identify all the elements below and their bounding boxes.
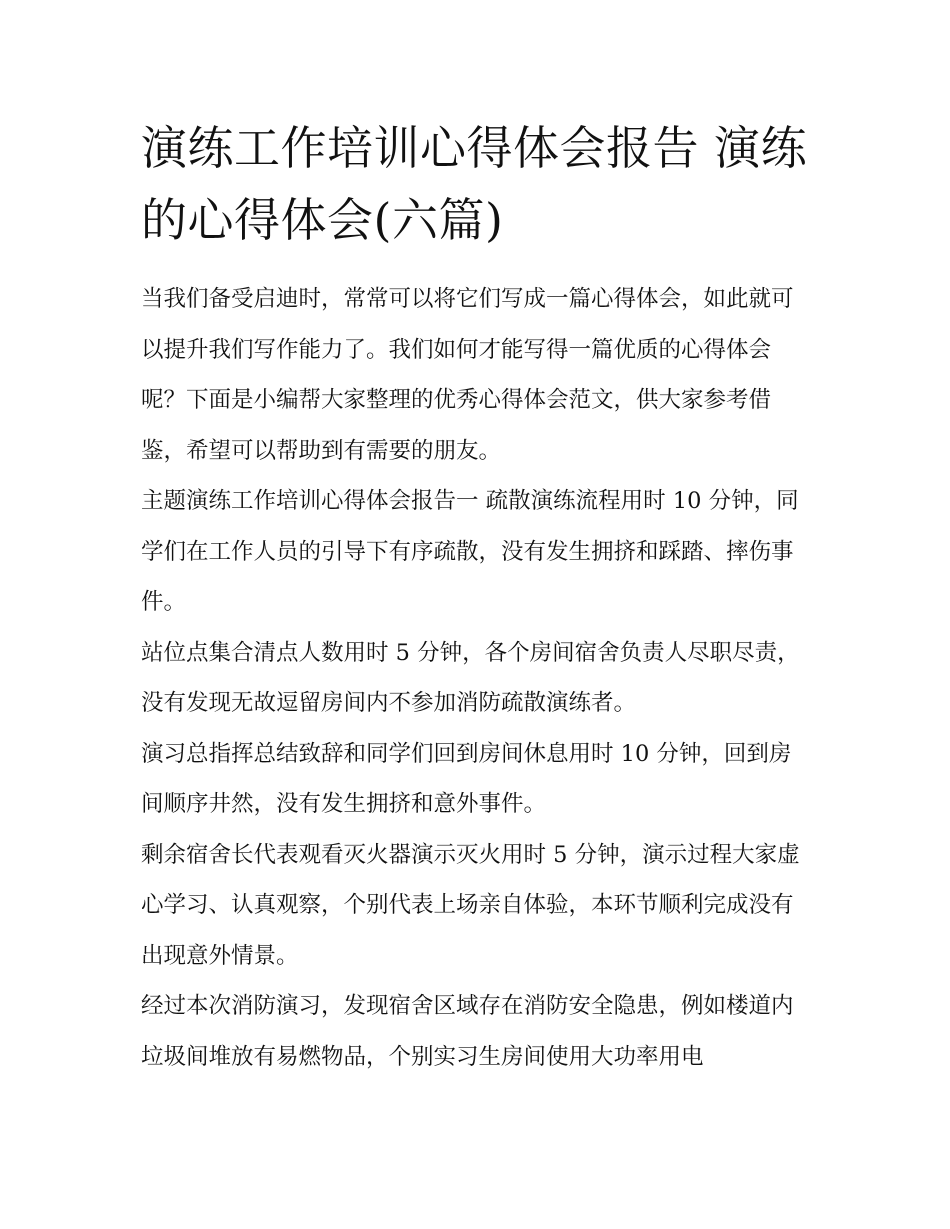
paragraph-evacuation: 主题演练工作培训心得体会报告一 疏散演练流程用时 10 分钟，同学们在工作人员的引导下有序疏散，没有发生拥挤和踩踏、摔伤事件。 — [141, 488, 799, 615]
paragraph-summary-speech: 演习总指挥总结致辞和同学们回到房间休息用时 10 分钟，回到房间顺序井然，没有发生拥挤和意外事件。 — [141, 740, 792, 817]
paragraph-intro: 当我们备受启迪时，常常可以将它们写成一篇心得体会，如此就可以提升我们写作能力了。我们如何才能写得一篇优质的心得体会呢？下面是小编帮大家整理的优秀心得体会范文，供大家参考借鉴，希望可以帮助到有需要的朋友。 — [141, 286, 794, 464]
document-body — [141, 274, 813, 1082]
document-page — [141, 112, 813, 1082]
document-title: 演练工作培训心得体会报告 演练的心得体会(六篇) — [141, 121, 808, 247]
paragraph-hazards: 经过本次消防演习，发现宿舍区域存在消防安全隐患，例如楼道内垃圾间堆放有易燃物品，个别实习生房间使用大功率用电 — [141, 993, 794, 1070]
paragraph-extinguisher-demo: 剩余宿舍长代表观看灭火器演示灭火用时 5 分钟，演示过程大家虚心学习、认真观察，个别代表上场亲自体验，本环节顺利完成没有出现意外情景。 — [141, 841, 800, 969]
paragraph-roll-call: 站位点集合清点人数用时 5 分钟，各个房间宿舍负责人尽职尽责，没有发现无故逗留房间内不参加消防疏散演练者。 — [141, 639, 800, 716]
